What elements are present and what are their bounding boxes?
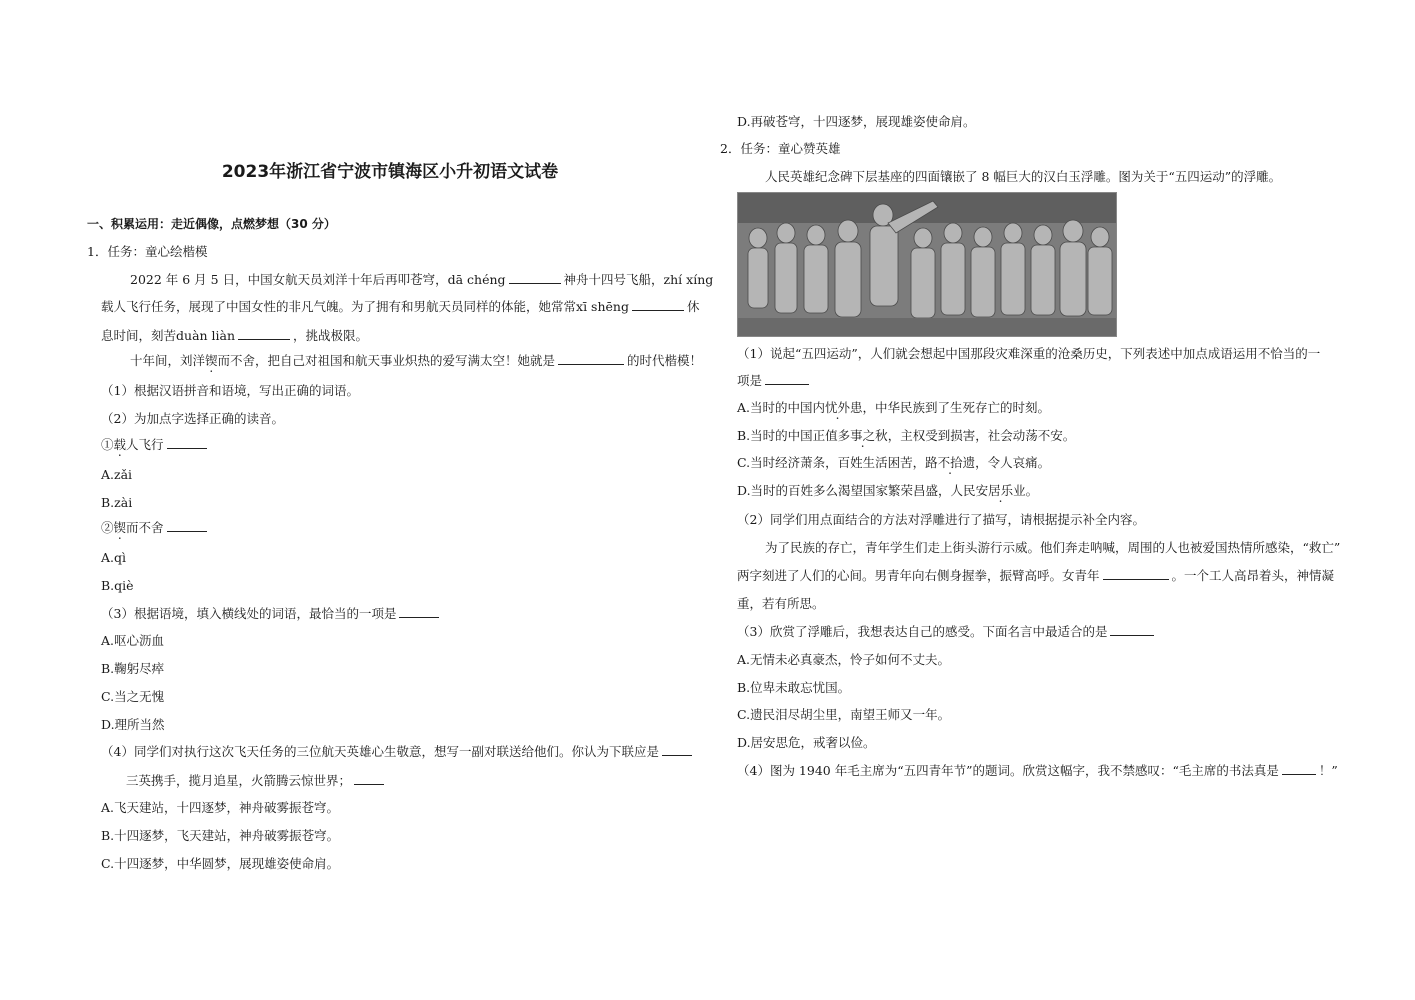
answer-blank[interactable] (399, 605, 439, 618)
answer-blank[interactable] (1282, 762, 1316, 775)
q2-task: 2．任务：童心赞英雄 (720, 141, 841, 156)
option-b[interactable]: B.十四逐梦，飞天建站，神舟破雾振苍穹。 (101, 828, 340, 843)
q1-sub3: （3）根据语境，填入横线处的词语，最恰当的一项是 (101, 605, 442, 623)
section-heading: 一、积累运用：走近偶像，点燃梦想（30 分） (87, 217, 336, 231)
option-d[interactable]: D.理所当然 (101, 717, 165, 732)
answer-blank[interactable] (167, 436, 207, 449)
answer-blank[interactable] (1110, 623, 1154, 636)
q1-passage-line3: 息时间，刻苦duàn liàn ，挑战极限。 (101, 328, 369, 343)
q2-sub4: （4）图为 1940 年毛主席为“五四青年节”的题词。欣赏这幅字，我不禁感叹：“毛主席的书法真是 ！” (737, 763, 1338, 778)
q1-sub2b: ②锲而不舍 (101, 519, 210, 537)
option-d[interactable]: D.居安思危，戒奢以俭。 (737, 735, 876, 750)
q2-sub2-passage2: 两字刻进了人们的心间。男青年向右侧身握拳，振臂高呼。女青年 。一个工人高昂着头，神情凝 (737, 568, 1335, 583)
option-b[interactable]: B.鞠躬尽瘁 (101, 661, 165, 676)
answer-blank[interactable] (765, 372, 809, 385)
answer-blank[interactable] (662, 743, 692, 756)
q2-sub2-passage3: 重，若有所思。 (737, 596, 825, 611)
answer-blank[interactable] (1103, 567, 1169, 580)
blank-2[interactable] (632, 298, 684, 311)
option-d[interactable]: D.再破苍穹，十四逐梦，展现雄姿使命肩。 (737, 114, 976, 129)
option-b[interactable]: B.位卑未敢忘忧国。 (737, 680, 851, 695)
option-a[interactable]: A.zǎi (101, 467, 133, 482)
option-d[interactable]: D.当时的百姓多么渴望国家繁荣昌盛，人民安居乐业。 (737, 483, 1039, 498)
dotted-char: 锲 (205, 353, 218, 368)
option-b[interactable]: B.当时的中国正值多事之秋，主权受到损害，社会动荡不安。 (737, 428, 1076, 443)
answer-blank[interactable] (167, 519, 207, 532)
q2-sub2-passage1: 为了民族的存亡，青年学生们走上街头游行示威。他们奔走呐喊，周围的人也被爱国热情所感染，“救亡” (765, 540, 1341, 555)
pinyin-2: zhí xíng (663, 272, 714, 287)
option-b[interactable]: B.qiè (101, 578, 134, 593)
answer-blank[interactable] (354, 772, 384, 785)
blank-4[interactable] (558, 352, 624, 365)
q1-sub2: （2）为加点字选择正确的读音。 (101, 411, 284, 426)
option-c[interactable]: C.当时经济萧条，百姓生活困苦，路不拾遗，令人哀痛。 (737, 455, 1051, 470)
option-c[interactable]: C.遗民泪尽胡尘里，南望王师又一年。 (737, 707, 951, 722)
page-title: 2023年浙江省宁波市镇海区小升初语文试卷 (221, 162, 559, 182)
option-c[interactable]: C.十四逐梦，中华圆梦，展现雄姿使命肩。 (101, 856, 340, 871)
pinyin-1: dā chéng (447, 272, 506, 287)
q2-intro: 人民英雄纪念碑下层基座的四面镶嵌了 8 幅巨大的汉白玉浮雕。图为关于“五四运动”的浮雕。 (765, 169, 1282, 184)
q1-sub4: （4）同学们对执行这次飞天任务的三位航天英雄心生敬意，想写一副对联送给他们。你认为下联应是 (101, 743, 695, 761)
q2-sub1-line1: （1）说起“五四运动”，人们就会想起中国那段灾难深重的沧桑历史，下列表述中加点成语运用不恰当的一 (737, 346, 1321, 361)
pinyin-3: xī shēng (576, 299, 629, 314)
option-a[interactable]: A.呕心沥血 (101, 633, 165, 648)
q1-sub1: （1）根据汉语拼音和语境，写出正确的词语。 (101, 383, 359, 398)
relief-sculpture-image (737, 192, 1117, 337)
q2-sub2: （2）同学们用点面结合的方法对浮雕进行了描写，请根据提示补全内容。 (737, 512, 1145, 527)
pinyin-4: duàn liàn (176, 328, 236, 343)
q1-task: 1．任务：童心绘楷模 (87, 244, 208, 259)
option-a[interactable]: A.qì (101, 550, 126, 565)
q1-sub2a: ①载人飞行 (101, 436, 210, 454)
q1-passage-line1: 2022 年 6 月 5 日，中国女航天员刘洋十年后再叩苍穹，dā chéng 神舟十四号飞船，zhí xíng (130, 272, 714, 287)
q1-passage-line4: 十年间，刘洋锲而不舍，把自己对祖国和航天事业炽热的爱写满太空！她就是 的时代楷模！ (130, 353, 703, 368)
blank-1[interactable] (509, 271, 561, 284)
q2-sub1-line2: 项是 (737, 372, 812, 390)
option-a[interactable]: A.无情未必真豪杰，怜子如何不丈夫。 (737, 652, 951, 667)
option-a[interactable]: A.飞天建站，十四逐梦，神舟破雾振苍穹。 (101, 800, 340, 815)
option-a[interactable]: A.当时的中国内忧外患，中华民族到了生死存亡的时刻。 (737, 400, 1051, 415)
blank-3[interactable] (238, 327, 290, 340)
q1-passage-line2: 载人飞行任务，展现了中国女性的非凡气魄。为了拥有和男航天员同样的体能，她常常xī shēng 休 (101, 299, 700, 314)
couplet-line: 三英携手，揽月追星，火箭腾云惊世界； (126, 772, 387, 790)
option-c[interactable]: C.当之无愧 (101, 689, 165, 704)
option-b[interactable]: B.zài (101, 495, 133, 510)
q2-sub3: （3）欣赏了浮雕后，我想表达自己的感受。下面名言中最适合的是 (737, 623, 1157, 641)
